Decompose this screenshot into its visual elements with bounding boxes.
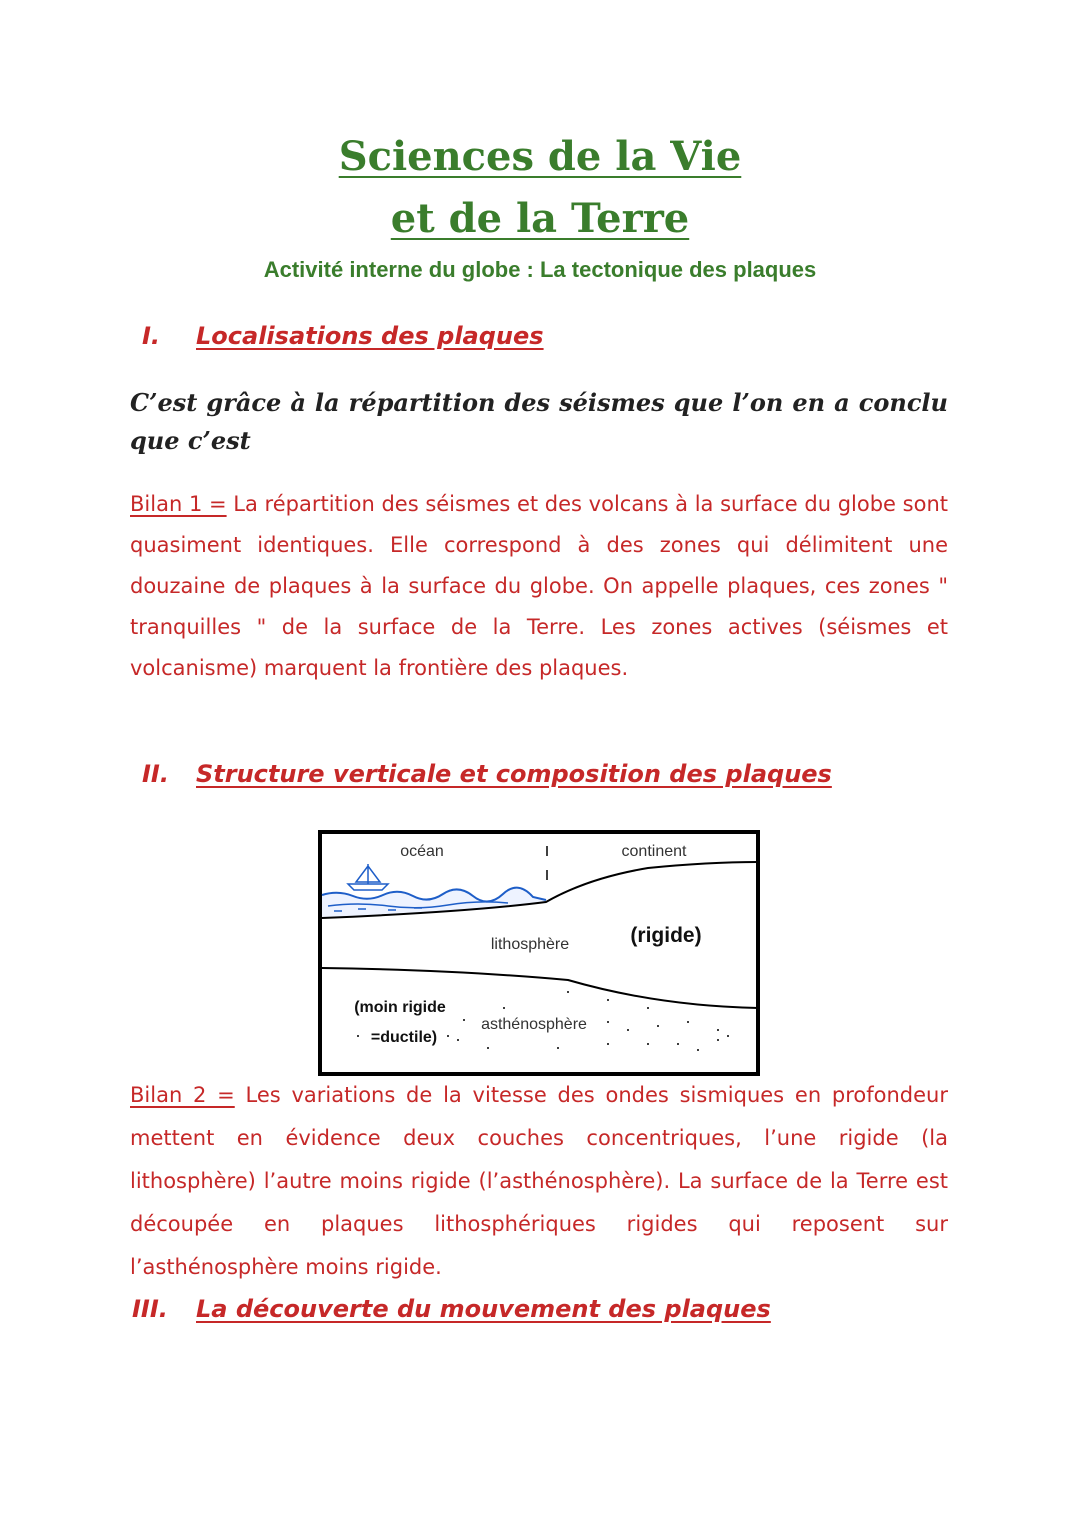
page-title-line-1: Sciences de la Vie bbox=[338, 133, 742, 180]
section-label: La découverte du mouvement des plaques bbox=[196, 1295, 771, 1323]
bilan-1-text: La répartition des séismes et des volcans à la surface du globe sont quasiment identiques. Elle correspond à des zones qui délimitent une douzaine de plaques à la surface du globe. On appelle plaques, ces zones " tranquilles " de la surface de la Terre. Les zones actives (séismes et volcanisme) marquent la frontière des plaques. bbox=[130, 492, 948, 680]
lithosphere-label: lithosphère bbox=[490, 936, 570, 953]
section-label: Structure verticale et composition des plaques bbox=[196, 760, 832, 788]
page-title-line-2: et de la Terre bbox=[390, 195, 690, 242]
section-heading-1 bbox=[142, 322, 544, 350]
section-label: Localisations des plaques bbox=[196, 322, 544, 350]
bilan-2-text: Les variations de la vitesse des ondes sismiques en profondeur mettent en évidence deux couches concentriques, l’une rigide (la lithosphère) l’autre moins rigide (l’asthénosphère). La surface de la Terre est découpée en plaques lithosphériques rigides qui reposent sur l’asthénosphère moins rigide. bbox=[130, 1083, 948, 1279]
section-number: III. bbox=[132, 1295, 168, 1323]
moins-rigide-label: (moin rigide bbox=[354, 999, 446, 1016]
continent-label: continent bbox=[621, 843, 687, 860]
bilan-2-label: Bilan 2 = bbox=[130, 1083, 235, 1107]
ocean-label: océan bbox=[400, 843, 444, 860]
intro-paragraph: C’est grâce à la répartition des séismes que l’on en a conclu que c’est bbox=[130, 388, 948, 455]
bilan-2-paragraph bbox=[130, 1074, 948, 1289]
bilan-1-paragraph bbox=[130, 484, 948, 689]
asthenosphere-label: asthénosphère bbox=[481, 1016, 587, 1033]
rigide-label: (rigide) bbox=[630, 924, 702, 947]
page-subtitle: Activité interne du globe : La tectonique des plaques bbox=[263, 257, 817, 282]
section-number: II. bbox=[142, 760, 169, 788]
section-number: I. bbox=[142, 322, 161, 350]
section-heading-2 bbox=[142, 760, 832, 788]
ductile-label: =ductile) bbox=[370, 1029, 438, 1046]
bilan-1-label: Bilan 1 = bbox=[130, 492, 227, 516]
lithosphere-diagram bbox=[318, 830, 760, 1076]
section-heading-3 bbox=[132, 1295, 771, 1323]
